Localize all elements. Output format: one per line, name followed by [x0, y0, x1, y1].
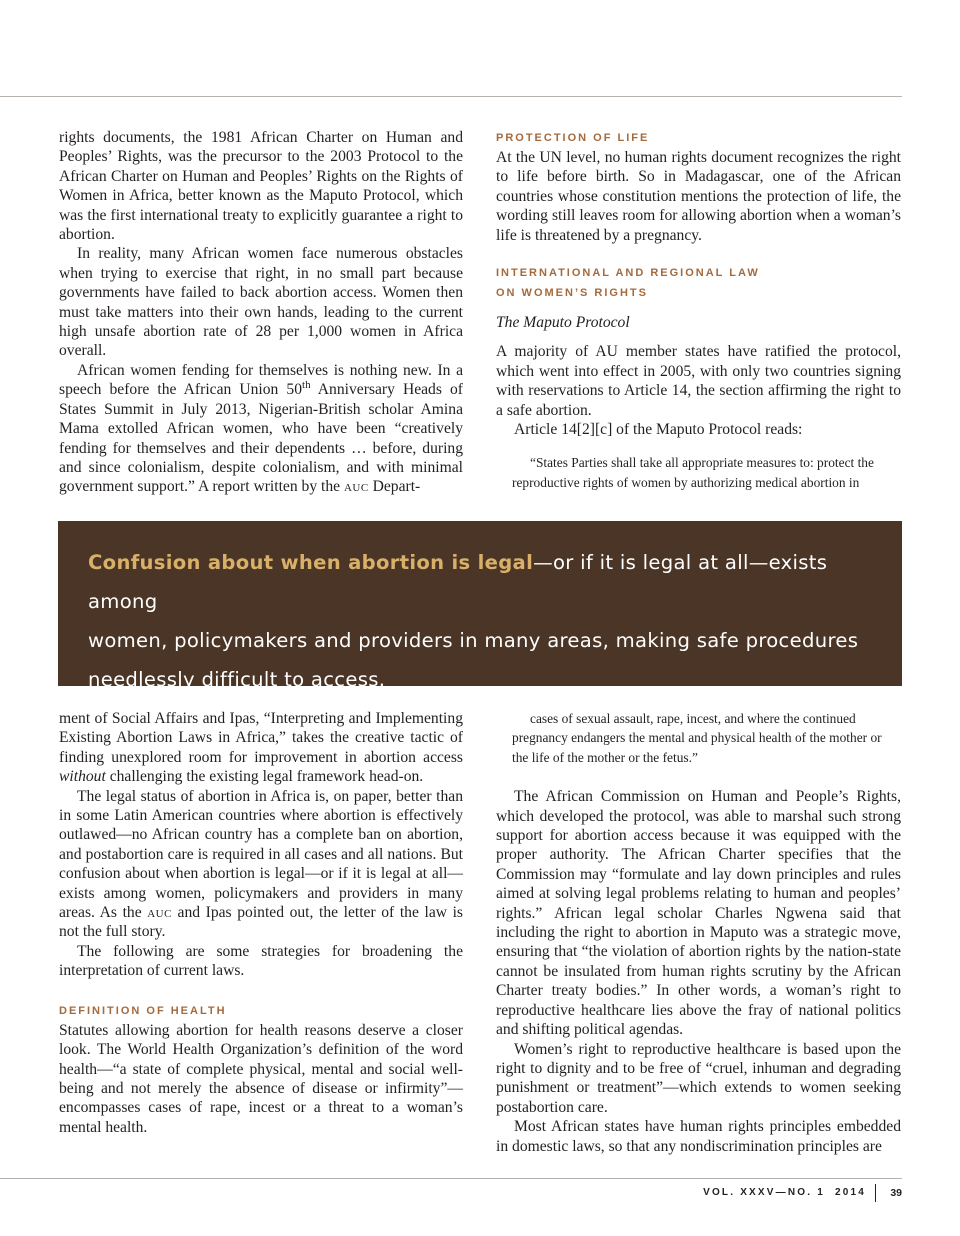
paragraph: rights documents, the 1981 African Charter on Human and Peoples’ Rights, was the precursor to the 2003 Protocol to the African Charter on Human and Peoples’ Rights on the Rights of Women in Africa, better known as the Maputo Protocol, which was the first international treaty to explicitly guarantee a right to abortion.	[59, 129, 463, 244]
right-column-top	[496, 128, 901, 492]
paragraph: The African Commission on Human and People’s Rights, which developed the protocol, was able to marshal such strong support for abortion access because it was equipped with the proper authority. The African Charter specifies that the Commission may “formulate and lay down principles and rules aimed at solving legal problems relating to human and peoples’ rights.” African legal scholar Charles Ngwena said that including the right to abortion in Maputo was a strategic move, ensuring that “the violation of abortion rights by the nation-state cannot be insulated from human rights scrutiny by the African Charter treaty bodies.” In other words, a woman’s right to reproductive healthcare lies above the fray of national politics and shifting political agendas.	[496, 788, 901, 1039]
paragraph	[59, 361, 463, 497]
paragraph: Article 14[2][c] of the Maputo Protocol reads:	[514, 421, 803, 439]
paragraph: At the UN level, no human rights document recognizes the right to life before birth. So in Madagascar, one of the African countries whose constitution mentions the protection of life, the wording still leaves room for allowing abortion when a woman’s life is threatened by a pregnancy.	[496, 149, 901, 244]
paragraph: Statutes allowing abortion for health reasons deserve a closer look. The World Health Organization’s definition of the word health—“a state of complete physical, mental and social well-being and not merely the absence of disease or infirmity”—encompasses cases of rape, incest or a threat to a woman’s mental health.	[59, 1021, 463, 1136]
page-number: 39	[890, 1187, 902, 1199]
text-run: challenging the existing legal framework head-on.	[105, 768, 424, 786]
section-heading-protection-of-life: PROTECTION OF LIFE	[496, 132, 650, 144]
pullquote-line: women, policymakers and providers in many areas, making safe procedures	[88, 629, 859, 652]
pullquote-text-run: —or if it is legal at all—exists among	[88, 551, 828, 613]
text-run: African women fending for themselves is nothing new. In a speech before the African Union 50	[59, 361, 463, 399]
pullquote-text	[88, 543, 868, 699]
paragraph: A majority of AU member states have ratified the protocol, which went into effect in 2005, with only two countries signing with reservations to Article 14, the section affirming the right to a safe abortion.	[496, 343, 901, 419]
paragraph	[59, 709, 463, 787]
left-column-bottom	[59, 709, 463, 1137]
section-heading-international-law	[496, 263, 901, 303]
subheading-maputo-protocol: The Maputo Protocol	[496, 314, 630, 332]
pullquote-line: needlessly difficult to access.	[88, 668, 386, 691]
block-quote: “States Parties shall take all appropriate measures to: protect the reproductive rights of women by authorizing medical abortion in	[512, 455, 874, 490]
bottom-rule	[0, 1178, 902, 1179]
paragraph: Women’s right to reproductive healthcare is based upon the right to dignity and to be free of “cruel, inhuman and degrading punishment or treatment”—which extends to women seeking postabortion care.	[496, 1040, 901, 1116]
footer-divider	[875, 1184, 876, 1202]
section-heading-definition-of-health: DEFINITION OF HEALTH	[59, 1004, 227, 1017]
text-run: Depart-	[368, 478, 421, 496]
paragraph	[59, 787, 463, 942]
block-quote: cases of sexual assault, rape, incest, and where the continued pregnancy endangers the mental and physical health of the mother or the life of the mother or the fetus.”	[512, 711, 882, 765]
superscript: th	[302, 379, 311, 392]
paragraph: The following are some strategies for broadening the interpretation of current laws.	[59, 942, 463, 980]
paragraph: Most African states have human rights principles embedded in domestic laws, so that any nondiscrimination principles are	[496, 1118, 901, 1155]
pullquote-banner	[58, 521, 902, 691]
page-footer	[0, 1184, 902, 1202]
pullquote-highlight: Confusion about when abortion is legal	[88, 551, 534, 574]
heading-line: INTERNATIONAL AND REGIONAL LAW	[496, 267, 760, 280]
pullquote-line	[88, 543, 868, 621]
emphasis: without	[59, 768, 106, 786]
top-rule	[0, 96, 902, 97]
left-column-top	[59, 128, 463, 497]
abbreviation-auc: auc	[343, 478, 369, 496]
paragraph: In reality, many African women face numerous obstacles when trying to exercise that right, in no small part because governments have failed to back abortion access. Women then must take matters into their own hands, leading to the current high unsafe abortion rate of 28 per 1,000 women in Africa overall.	[59, 245, 463, 360]
text-run: and Ipas pointed out, the letter of the law is not the full story.	[59, 904, 463, 941]
text-run: ment of Social Affairs and Ipas, “Interpreting and Implementing Existing Abortion Laws in Africa,” takes the creative tactic of finding unexplored room for improvement in abortion access	[59, 710, 463, 766]
right-column-bottom	[496, 709, 901, 1156]
text-run: Anniversary Heads of States Summit in July 2013, Nigerian-British scholar Amina Mama extolled African women, who have been “creatively fending for themselves and their dependents … before, during and since colonialism, despite colonialism, and with minimal government support.” A report written by the	[59, 381, 463, 496]
abbreviation-auc: auc	[147, 904, 172, 922]
heading-line: ON WOMEN’S RIGHTS	[496, 287, 648, 300]
volume-label: VOL. XXXV—NO. 1 2014	[703, 1187, 866, 1198]
text-run: The legal status of abortion in Africa is, on paper, better than in some Latin American countries where abortion is effectively outlawed—no African country has a complete ban on abortion, and postabortion care is required in all cases and all nations. But confusion about when abortion is legal—or if it is legal at all—exists among women, policymakers and providers in many areas. As the	[59, 787, 463, 922]
